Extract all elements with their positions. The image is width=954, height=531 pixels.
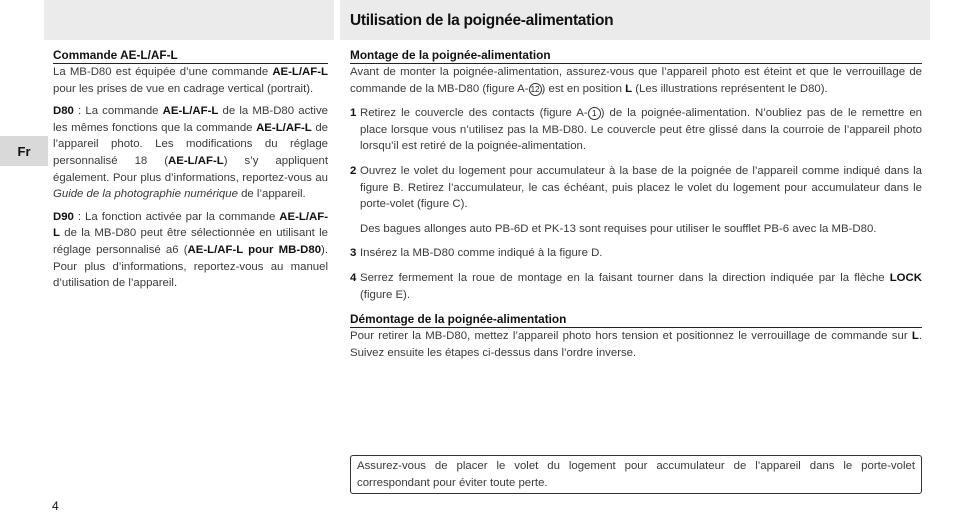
left-header-band	[44, 0, 334, 40]
d90-model-label: D90	[53, 210, 74, 223]
page-title: Utilisation de la poignée-alimentation	[350, 12, 614, 29]
step-number: 1	[350, 107, 357, 120]
caution-note-box: Assurez-vous de placer le volet du logement pour accumulateur de l’appareil dans le porte-volet correspondant pour éviter toute perte.	[350, 455, 922, 494]
step-1: 1 Retirez le couvercle des contacts (figure A- 1 ) de la poignée-alimentation. N’oubliez pas de le remettre en place lorsque vous n’utilisez pas la MB-D80. Le couvercle peut être glissé dans la courroie de l’appareil photo lorsqu’il est retiré de la poignée-alimentation.	[350, 105, 922, 155]
remove-heading: Démontage de la poignée-alimentation	[350, 312, 922, 328]
step-4: 4 Serrez fermement la roue de montage en la faisant tourner dans la direction indiquée par la flèche LOCK (figure E).	[350, 270, 922, 303]
right-column	[350, 48, 922, 361]
step-2-note: Des bagues allonges auto PB-6D et PK-13 sont requises pour utiliser le soufflet PB-6 avec la MB-D80.	[360, 222, 877, 235]
mount-intro: Avant de monter la poignée-alimentation, assurez-vous que l’appareil photo est éteint et que le verrouillage de commande de la MB-D80 (figure A- 12 ) est en position L (Les illustrations représentent le D80).	[350, 66, 922, 95]
remove-paragraph: Pour retirer la MB-D80, mettez l’appareil photo hors tension et positionnez le verrouillage de commande sur L. Suivez ensuite les étapes ci-dessus dans l’ordre inverse.	[350, 330, 922, 359]
page-number: 4	[52, 499, 59, 513]
left-column	[53, 48, 328, 292]
step-number: 2	[350, 164, 357, 177]
figure-callout-1: 1	[588, 107, 601, 120]
language-tab	[0, 136, 48, 166]
language-tab-label: Fr	[17, 143, 31, 159]
step-number: 4	[350, 271, 357, 284]
step-2: 2 Ouvrez le volet du logement pour accumulateur à la base de la poignée de l’appareil comme indiqué dans la figure B. Retirez l’accumulateur, le cas échéant, puis placez le volet du logement pour accumulateur dans le porte-volet (figure C).	[350, 163, 922, 213]
ael-afl-heading: Commande AE-L/AF-L	[53, 48, 328, 64]
figure-callout-12: 12	[529, 83, 542, 96]
mount-heading: Montage de la poignée-alimentation	[350, 48, 922, 64]
step-number: 3	[350, 247, 357, 260]
d80-paragraph: D80 : La commande AE-L/AF-L de la MB-D80 active les mêmes fonctions que la commande AE-L/AF-L de l’appareil photo. Les modifications du réglage personnalisé 18 (AE-L/AF-L) s’y appliquent également. Pour plus d’informations, reportez-vous au Guide de la photographie numérique de l’appareil.	[53, 105, 328, 201]
d80-model-label: D80	[53, 105, 74, 118]
d90-paragraph: D90 : La fonction activée par la commande AE-L/AF-L de la MB-D80 peut être sélectionnée en utilisant le réglage personnalisé a6 (AE-L/AF-L pour MB-D80). Pour plus d’informations, reportez-vous au manuel d’utilisation de l’appareil.	[53, 210, 328, 290]
ael-afl-intro: La MB-D80 est équipée d’une commande AE-L/AF-L pour les prises de vue en cadrage vertical (portrait).	[53, 66, 328, 95]
step-3: 3 Insérez la MB-D80 comme indiqué à la figure D.	[350, 245, 922, 262]
